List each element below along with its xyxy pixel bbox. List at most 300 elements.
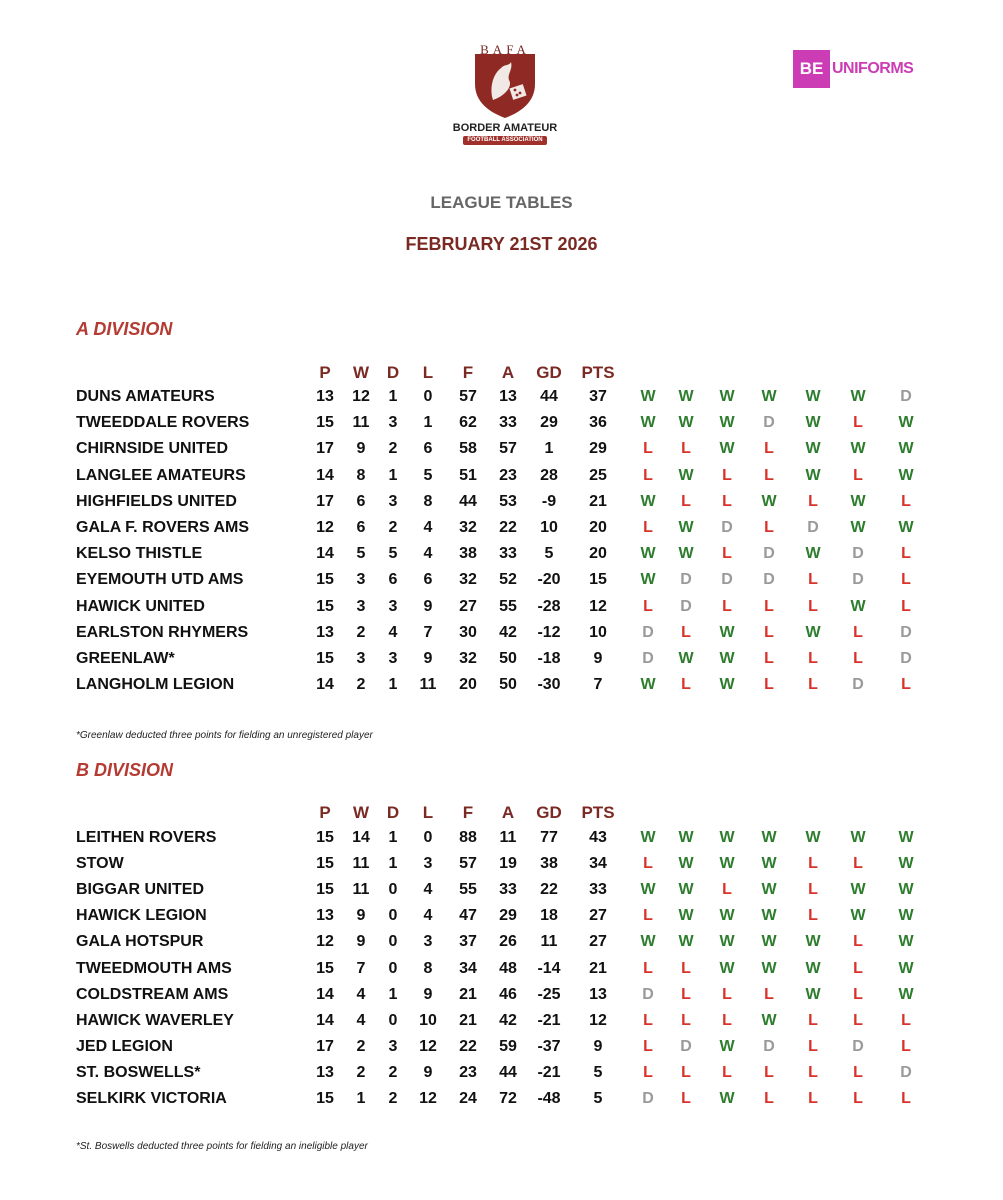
column-header-w: W	[352, 363, 370, 382]
column-header-pts: PTS	[581, 803, 615, 822]
form-result: D	[721, 519, 733, 536]
form-result: L	[853, 855, 863, 873]
stat-d: 1	[388, 829, 398, 846]
stat-w: 9	[356, 440, 366, 458]
stat-l: 12	[419, 1037, 437, 1055]
form-result: L	[681, 623, 691, 641]
form-result: W	[898, 907, 914, 925]
stat-a: 33	[499, 545, 517, 563]
team-name: HAWICK UNITED	[76, 597, 205, 615]
table-row	[0, 545, 1003, 571]
stat-pts: 29	[589, 440, 607, 458]
stat-d: 3	[388, 414, 398, 432]
table-row	[0, 676, 1003, 702]
form-result: L	[643, 959, 653, 977]
stat-gd: -20	[537, 571, 561, 589]
table-row	[0, 829, 1003, 855]
stat-p: 15	[316, 571, 334, 589]
form-result: W	[805, 959, 821, 977]
stat-pts: 7	[593, 676, 603, 694]
stat-f: 47	[459, 907, 477, 925]
stat-d: 2	[388, 519, 398, 536]
table-row	[0, 960, 1003, 986]
team-name: GALA F. ROVERS AMS	[76, 519, 250, 536]
form-result: L	[643, 440, 653, 458]
stat-p: 14	[316, 676, 334, 694]
table-row	[0, 1090, 1003, 1116]
stat-f: 32	[459, 650, 477, 667]
column-header-p: P	[319, 803, 331, 822]
stat-f: 22	[459, 1037, 477, 1055]
form-result: W	[850, 829, 866, 846]
stat-pts: 5	[593, 1090, 603, 1107]
stat-f: 37	[459, 933, 477, 951]
stat-p: 12	[316, 933, 334, 951]
form-result: D	[852, 676, 864, 694]
form-result: W	[640, 571, 656, 589]
form-result: W	[719, 388, 735, 405]
stat-a: 53	[499, 492, 517, 510]
form-result: L	[901, 545, 911, 563]
column-header-d: D	[386, 363, 400, 382]
stat-w: 9	[356, 933, 366, 951]
form-result: D	[852, 1037, 864, 1055]
table-row	[0, 881, 1003, 907]
stat-d: 1	[388, 855, 398, 873]
stat-pts: 21	[589, 492, 607, 510]
form-result: L	[808, 1090, 818, 1107]
page-title: LEAGUE TABLES	[430, 193, 573, 212]
team-name: DUNS AMATEURS	[76, 388, 215, 405]
stat-p: 13	[316, 907, 334, 925]
form-result: D	[642, 623, 654, 641]
stat-f: 30	[459, 623, 477, 641]
form-result: L	[643, 466, 653, 484]
form-result: L	[901, 676, 911, 694]
form-result: W	[719, 907, 735, 925]
stat-l: 0	[423, 388, 433, 405]
stat-d: 4	[388, 623, 398, 641]
form-result: W	[719, 829, 735, 846]
sponsor-logo	[793, 50, 913, 88]
form-result: W	[640, 881, 656, 899]
stat-d: 3	[388, 492, 398, 510]
division-title: B DIVISION	[76, 760, 174, 780]
stat-a: 44	[499, 1063, 517, 1081]
form-result: L	[901, 597, 911, 615]
form-result: L	[722, 1011, 732, 1029]
stat-l: 9	[423, 985, 433, 1003]
form-result: W	[898, 985, 914, 1003]
table-row	[0, 388, 1003, 414]
column-header-f: F	[462, 363, 474, 382]
stat-w: 9	[356, 907, 366, 925]
form-result: D	[642, 1090, 654, 1107]
stat-p: 17	[316, 492, 334, 510]
stat-gd: 38	[540, 855, 558, 873]
form-result: W	[898, 855, 914, 873]
stat-f: 32	[459, 519, 477, 536]
form-result: L	[722, 466, 732, 484]
stat-f: 23	[459, 1063, 477, 1081]
stat-w: 7	[356, 959, 366, 977]
stat-f: 34	[459, 959, 477, 977]
form-result: L	[808, 1011, 818, 1029]
stat-f: 24	[459, 1090, 477, 1107]
stat-l: 5	[423, 466, 433, 484]
footnote: *Greenlaw deducted three points for fielding an unregistered player	[76, 730, 373, 741]
stat-pts: 34	[589, 855, 607, 873]
stat-l: 6	[423, 571, 433, 589]
table-row	[0, 571, 1003, 597]
stat-a: 29	[499, 907, 517, 925]
stat-a: 19	[499, 855, 517, 873]
form-result: L	[643, 519, 653, 536]
logo-name-line2: FOOTBALL ASSOCIATION	[463, 136, 547, 145]
column-header-l: L	[422, 803, 434, 822]
form-result: W	[761, 907, 777, 925]
form-result: W	[640, 492, 656, 510]
sponsor-badge: BE	[793, 50, 830, 88]
stat-pts: 9	[593, 1037, 603, 1055]
stat-w: 4	[356, 1011, 366, 1029]
form-result: W	[761, 492, 777, 510]
form-result: W	[719, 855, 735, 873]
form-result: L	[643, 1037, 653, 1055]
column-header-a: A	[501, 803, 515, 822]
stat-gd: -25	[537, 985, 561, 1003]
team-name: GREENLAW*	[76, 650, 175, 667]
table-row	[0, 1012, 1003, 1038]
stat-gd: 18	[540, 907, 558, 925]
stat-pts: 13	[589, 985, 607, 1003]
stat-p: 13	[316, 1063, 334, 1081]
form-result: W	[850, 388, 866, 405]
form-result: W	[805, 388, 821, 405]
stat-a: 46	[499, 985, 517, 1003]
stat-w: 12	[352, 388, 370, 405]
stat-pts: 33	[589, 881, 607, 899]
column-header-a: A	[501, 363, 515, 382]
team-name: ST. BOSWELLS*	[76, 1063, 201, 1081]
team-name: GALA HOTSPUR	[76, 933, 204, 951]
table-row	[0, 855, 1003, 881]
form-result: W	[719, 959, 735, 977]
stat-w: 5	[356, 545, 366, 563]
stat-d: 0	[388, 959, 398, 977]
stat-pts: 20	[589, 545, 607, 563]
stat-p: 12	[316, 519, 334, 536]
stat-p: 15	[316, 855, 334, 873]
stat-w: 2	[356, 623, 366, 641]
form-result: L	[643, 855, 653, 873]
stat-w: 1	[356, 1090, 366, 1107]
form-result: D	[642, 650, 654, 667]
form-result: W	[678, 545, 694, 563]
form-result: L	[808, 676, 818, 694]
table-row	[0, 933, 1003, 959]
stat-pts: 25	[589, 466, 607, 484]
stat-d: 6	[388, 571, 398, 589]
stat-gd: 1	[544, 440, 554, 458]
team-name: LANGHOLM LEGION	[76, 676, 235, 694]
stat-a: 50	[499, 650, 517, 667]
stat-p: 13	[316, 623, 334, 641]
stat-gd: 11	[540, 933, 558, 951]
stat-a: 57	[499, 440, 517, 458]
stat-f: 57	[459, 388, 477, 405]
stat-p: 14	[316, 985, 334, 1003]
form-result: W	[719, 933, 735, 951]
stat-d: 2	[388, 1063, 398, 1081]
form-result: D	[763, 1037, 775, 1055]
stat-d: 2	[388, 440, 398, 458]
form-result: W	[678, 907, 694, 925]
stat-pts: 27	[589, 907, 607, 925]
stat-gd: -21	[537, 1011, 561, 1029]
form-result: L	[901, 571, 911, 589]
footnote: *St. Boswells deducted three points for fielding an ineligible player	[76, 1141, 368, 1152]
form-result: L	[722, 1063, 732, 1081]
stat-f: 32	[459, 571, 477, 589]
team-name: BIGGAR UNITED	[76, 881, 204, 899]
form-result: L	[764, 1090, 774, 1107]
form-result: W	[805, 623, 821, 641]
team-name: STOW	[76, 855, 124, 873]
stat-gd: -37	[537, 1037, 561, 1055]
form-result: W	[850, 519, 866, 536]
stat-a: 42	[499, 623, 517, 641]
team-name: HIGHFIELDS UNITED	[76, 492, 237, 510]
stat-w: 14	[352, 829, 370, 846]
form-result: L	[764, 440, 774, 458]
form-result: L	[808, 907, 818, 925]
table-row	[0, 1064, 1003, 1090]
form-result: W	[719, 623, 735, 641]
stat-d: 0	[388, 933, 398, 951]
stat-f: 57	[459, 855, 477, 873]
stat-w: 11	[352, 855, 370, 873]
table-row	[0, 414, 1003, 440]
form-result: L	[808, 597, 818, 615]
stat-a: 52	[499, 571, 517, 589]
form-result: D	[807, 519, 819, 536]
stat-gd: 28	[540, 466, 558, 484]
stat-pts: 15	[589, 571, 607, 589]
team-name: TWEEDMOUTH AMS	[76, 959, 232, 977]
stat-d: 3	[388, 1037, 398, 1055]
stat-l: 3	[423, 855, 433, 873]
form-result: L	[808, 855, 818, 873]
stat-l: 9	[423, 650, 433, 667]
form-result: L	[901, 1011, 911, 1029]
stat-gd: -14	[537, 959, 561, 977]
stat-w: 3	[356, 597, 366, 615]
form-result: L	[681, 492, 691, 510]
form-result: W	[761, 881, 777, 899]
form-result: W	[805, 440, 821, 458]
stat-gd: 10	[540, 519, 558, 536]
form-result: W	[761, 388, 777, 405]
table-row	[0, 1038, 1003, 1064]
stat-w: 4	[356, 985, 366, 1003]
stat-l: 8	[423, 959, 433, 977]
form-result: W	[678, 388, 694, 405]
stat-a: 42	[499, 1011, 517, 1029]
form-result: L	[643, 597, 653, 615]
stat-w: 2	[356, 676, 366, 694]
form-result: L	[643, 1063, 653, 1081]
form-result: D	[852, 571, 864, 589]
form-result: L	[808, 571, 818, 589]
stat-pts: 36	[589, 414, 607, 432]
stat-w: 8	[356, 466, 366, 484]
stat-p: 15	[316, 881, 334, 899]
stat-pts: 5	[593, 1063, 603, 1081]
table-row	[0, 519, 1003, 545]
form-result: L	[853, 1063, 863, 1081]
stat-gd: -9	[541, 492, 557, 510]
stat-w: 3	[356, 650, 366, 667]
form-result: L	[681, 440, 691, 458]
stat-p: 15	[316, 829, 334, 846]
form-result: W	[761, 959, 777, 977]
stat-gd: 77	[540, 829, 558, 846]
team-name: EYEMOUTH UTD AMS	[76, 571, 244, 589]
stat-w: 11	[352, 881, 370, 899]
form-result: L	[901, 1037, 911, 1055]
form-result: L	[853, 650, 863, 667]
stat-f: 44	[459, 492, 477, 510]
table-row	[0, 624, 1003, 650]
form-result: D	[763, 571, 775, 589]
stat-pts: 43	[589, 829, 607, 846]
form-result: D	[680, 571, 692, 589]
stat-p: 15	[316, 1090, 334, 1107]
form-result: L	[901, 492, 911, 510]
stat-d: 5	[388, 545, 398, 563]
form-result: L	[681, 985, 691, 1003]
stat-p: 15	[316, 597, 334, 615]
stat-l: 4	[423, 519, 433, 536]
stat-f: 55	[459, 881, 477, 899]
form-result: L	[681, 1090, 691, 1107]
stat-l: 7	[423, 623, 433, 641]
form-result: W	[898, 466, 914, 484]
form-result: W	[678, 414, 694, 432]
form-result: L	[681, 676, 691, 694]
stat-d: 1	[388, 388, 398, 405]
form-result: W	[898, 933, 914, 951]
stat-l: 4	[423, 881, 433, 899]
stat-gd: 22	[540, 881, 558, 899]
table-row	[0, 467, 1003, 493]
form-result: D	[900, 650, 912, 667]
form-result: W	[898, 959, 914, 977]
stat-pts: 12	[589, 597, 607, 615]
stat-w: 3	[356, 571, 366, 589]
form-result: L	[853, 1011, 863, 1029]
team-name: COLDSTREAM AMS	[76, 985, 229, 1003]
stat-f: 21	[459, 985, 477, 1003]
stat-l: 1	[423, 414, 433, 432]
form-result: W	[640, 545, 656, 563]
form-result: L	[808, 492, 818, 510]
form-result: W	[761, 1011, 777, 1029]
form-result: D	[900, 1063, 912, 1081]
stat-a: 22	[499, 519, 517, 536]
stat-w: 11	[352, 414, 370, 432]
team-name: HAWICK WAVERLEY	[76, 1011, 234, 1029]
form-result: W	[850, 492, 866, 510]
form-result: L	[764, 1063, 774, 1081]
team-name: LANGLEE AMATEURS	[76, 466, 246, 484]
stat-f: 58	[459, 440, 477, 458]
stat-gd: -18	[537, 650, 561, 667]
form-result: W	[640, 414, 656, 432]
form-result: D	[852, 545, 864, 563]
form-result: W	[898, 829, 914, 846]
stat-l: 3	[423, 933, 433, 951]
stat-p: 15	[316, 959, 334, 977]
form-result: W	[678, 881, 694, 899]
bafa-logo	[445, 40, 565, 148]
form-result: W	[640, 933, 656, 951]
form-result: W	[719, 1090, 735, 1107]
stat-p: 14	[316, 1011, 334, 1029]
form-result: L	[853, 466, 863, 484]
form-result: D	[680, 597, 692, 615]
stat-a: 59	[499, 1037, 517, 1055]
form-result: L	[722, 492, 732, 510]
team-name: KELSO THISTLE	[76, 545, 203, 563]
stat-w: 2	[356, 1037, 366, 1055]
stat-f: 27	[459, 597, 477, 615]
stat-a: 72	[499, 1090, 517, 1107]
form-result: L	[681, 1011, 691, 1029]
form-result: L	[764, 676, 774, 694]
form-result: W	[761, 933, 777, 951]
table-row	[0, 493, 1003, 519]
form-result: W	[678, 933, 694, 951]
form-result: W	[678, 829, 694, 846]
stat-p: 15	[316, 650, 334, 667]
form-result: D	[763, 414, 775, 432]
stat-a: 48	[499, 959, 517, 977]
table-row	[0, 598, 1003, 624]
form-result: L	[681, 1063, 691, 1081]
stat-gd: -48	[537, 1090, 561, 1107]
form-result: L	[901, 1090, 911, 1107]
stat-l: 9	[423, 597, 433, 615]
stat-d: 1	[388, 466, 398, 484]
form-result: W	[678, 855, 694, 873]
form-result: L	[853, 414, 863, 432]
form-result: W	[805, 829, 821, 846]
form-result: W	[805, 933, 821, 951]
stat-w: 6	[356, 519, 366, 536]
form-result: W	[805, 414, 821, 432]
stat-l: 11	[419, 676, 437, 694]
stat-pts: 20	[589, 519, 607, 536]
form-result: L	[722, 545, 732, 563]
stat-a: 50	[499, 676, 517, 694]
form-result: W	[678, 519, 694, 536]
form-result: W	[761, 855, 777, 873]
form-result: L	[722, 985, 732, 1003]
form-result: W	[640, 676, 656, 694]
form-result: L	[764, 985, 774, 1003]
